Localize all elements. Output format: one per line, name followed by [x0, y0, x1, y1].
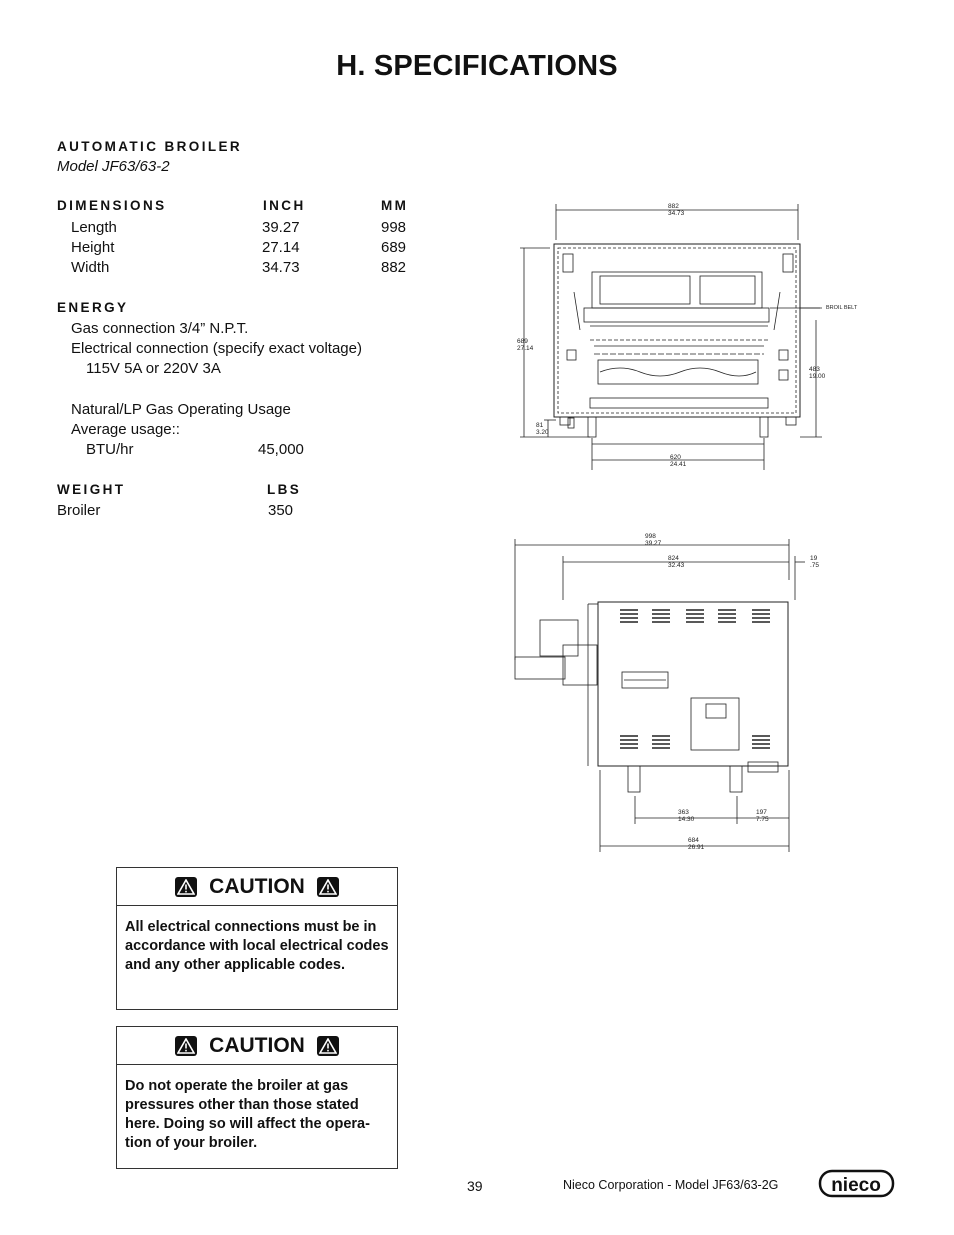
- page-title: H. SPECIFICATIONS: [336, 50, 618, 82]
- btu-value: 45,000: [258, 441, 304, 458]
- broil-belt-label: BROIL BELT: [826, 305, 858, 311]
- side-body-mm: 824: [668, 555, 679, 562]
- front-height-mm: 689: [517, 338, 528, 345]
- caution-header: [117, 868, 397, 906]
- page-number: 39: [467, 1178, 483, 1194]
- dimension-inch: 27.14: [262, 239, 300, 256]
- front-leg-in: 3.20: [536, 429, 549, 436]
- side-legspan-in: 14.30: [678, 816, 695, 823]
- front-height-in: 27.14: [517, 345, 534, 352]
- side-rearleg-mm: 197: [756, 809, 767, 816]
- weight-value: 350: [268, 502, 294, 519]
- warning-icon: [317, 1036, 339, 1056]
- energy-heading: ENERGY: [57, 300, 129, 315]
- front-width-in: 34.73: [668, 210, 685, 217]
- front-view-drawing: [500, 195, 880, 475]
- weight-label: Broiler: [57, 502, 101, 519]
- caution-title: CAUTION: [209, 874, 305, 898]
- caution-header: [117, 1027, 397, 1065]
- mm-column-header: MM: [381, 198, 409, 213]
- caution-box-electrical: [116, 867, 398, 1010]
- btu-label: BTU/hr: [86, 441, 134, 458]
- side-view-drawing: [505, 525, 835, 855]
- weight-heading: WEIGHT: [57, 482, 126, 497]
- footer-text: Nieco Corporation - Model JF63/63-2G: [563, 1178, 779, 1192]
- front-belt-mm: 483: [809, 366, 820, 373]
- dimension-label: Width: [71, 259, 110, 276]
- dimension-mm: 882: [381, 259, 407, 276]
- front-leg-mm: 81: [536, 422, 544, 429]
- dimension-inch: 34.73: [262, 259, 300, 276]
- model-name: Model JF63/63-2: [57, 158, 170, 175]
- front-legspan-mm: 620: [670, 454, 681, 461]
- inch-column-header: INCH: [263, 198, 306, 213]
- dimensions-heading: DIMENSIONS: [57, 198, 167, 213]
- dimension-mm: 689: [381, 239, 407, 256]
- dimension-label: Length: [71, 219, 117, 236]
- side-length-mm: 998: [645, 533, 656, 540]
- dimension-inch: 39.27: [262, 219, 300, 236]
- front-width-mm: 882: [668, 203, 679, 210]
- caution-text: Do not operate the broiler at gas pressures other than those stated here. Doing so will affect the opera-tion of your broiler.: [125, 1078, 370, 1151]
- side-rear-in: .75: [810, 562, 820, 569]
- electrical-connection: Electrical connection (specify exact voltage): [71, 340, 362, 357]
- side-rearleg-in: 7.75: [756, 816, 769, 823]
- lbs-column-header: LBS: [267, 482, 302, 497]
- side-length-in: 39.27: [645, 540, 662, 547]
- front-belt-in: 19.00: [809, 373, 826, 380]
- warning-icon: [317, 877, 339, 897]
- side-body-in: 32.43: [668, 562, 685, 569]
- average-usage: Average usage::: [71, 421, 180, 438]
- side-legspan-mm: 363: [678, 809, 689, 816]
- gas-connection: Gas connection 3/4” N.P.T.: [71, 320, 249, 337]
- front-legspan-in: 24.41: [670, 461, 687, 468]
- side-depth-mm: 684: [688, 837, 699, 844]
- side-depth-in: 26.91: [688, 844, 705, 851]
- product-heading: AUTOMATIC BROILER: [57, 139, 243, 154]
- caution-title: CAUTION: [209, 1033, 305, 1057]
- warning-icon: [175, 877, 197, 897]
- dimension-label: Height: [71, 239, 115, 256]
- nieco-logo: [818, 1169, 896, 1199]
- dimension-mm: 998: [381, 219, 407, 236]
- caution-text: All electrical connections must be in accordance with local electrical codes and any other applicable codes.: [125, 919, 389, 973]
- voltage: 115V 5A or 220V 3A: [86, 360, 221, 377]
- usage-title: Natural/LP Gas Operating Usage: [71, 401, 291, 418]
- side-rear-mm: 19: [810, 555, 818, 562]
- logo-text: nieco: [831, 1175, 881, 1196]
- warning-icon: [175, 1036, 197, 1056]
- caution-box-gas-pressure: [116, 1026, 398, 1169]
